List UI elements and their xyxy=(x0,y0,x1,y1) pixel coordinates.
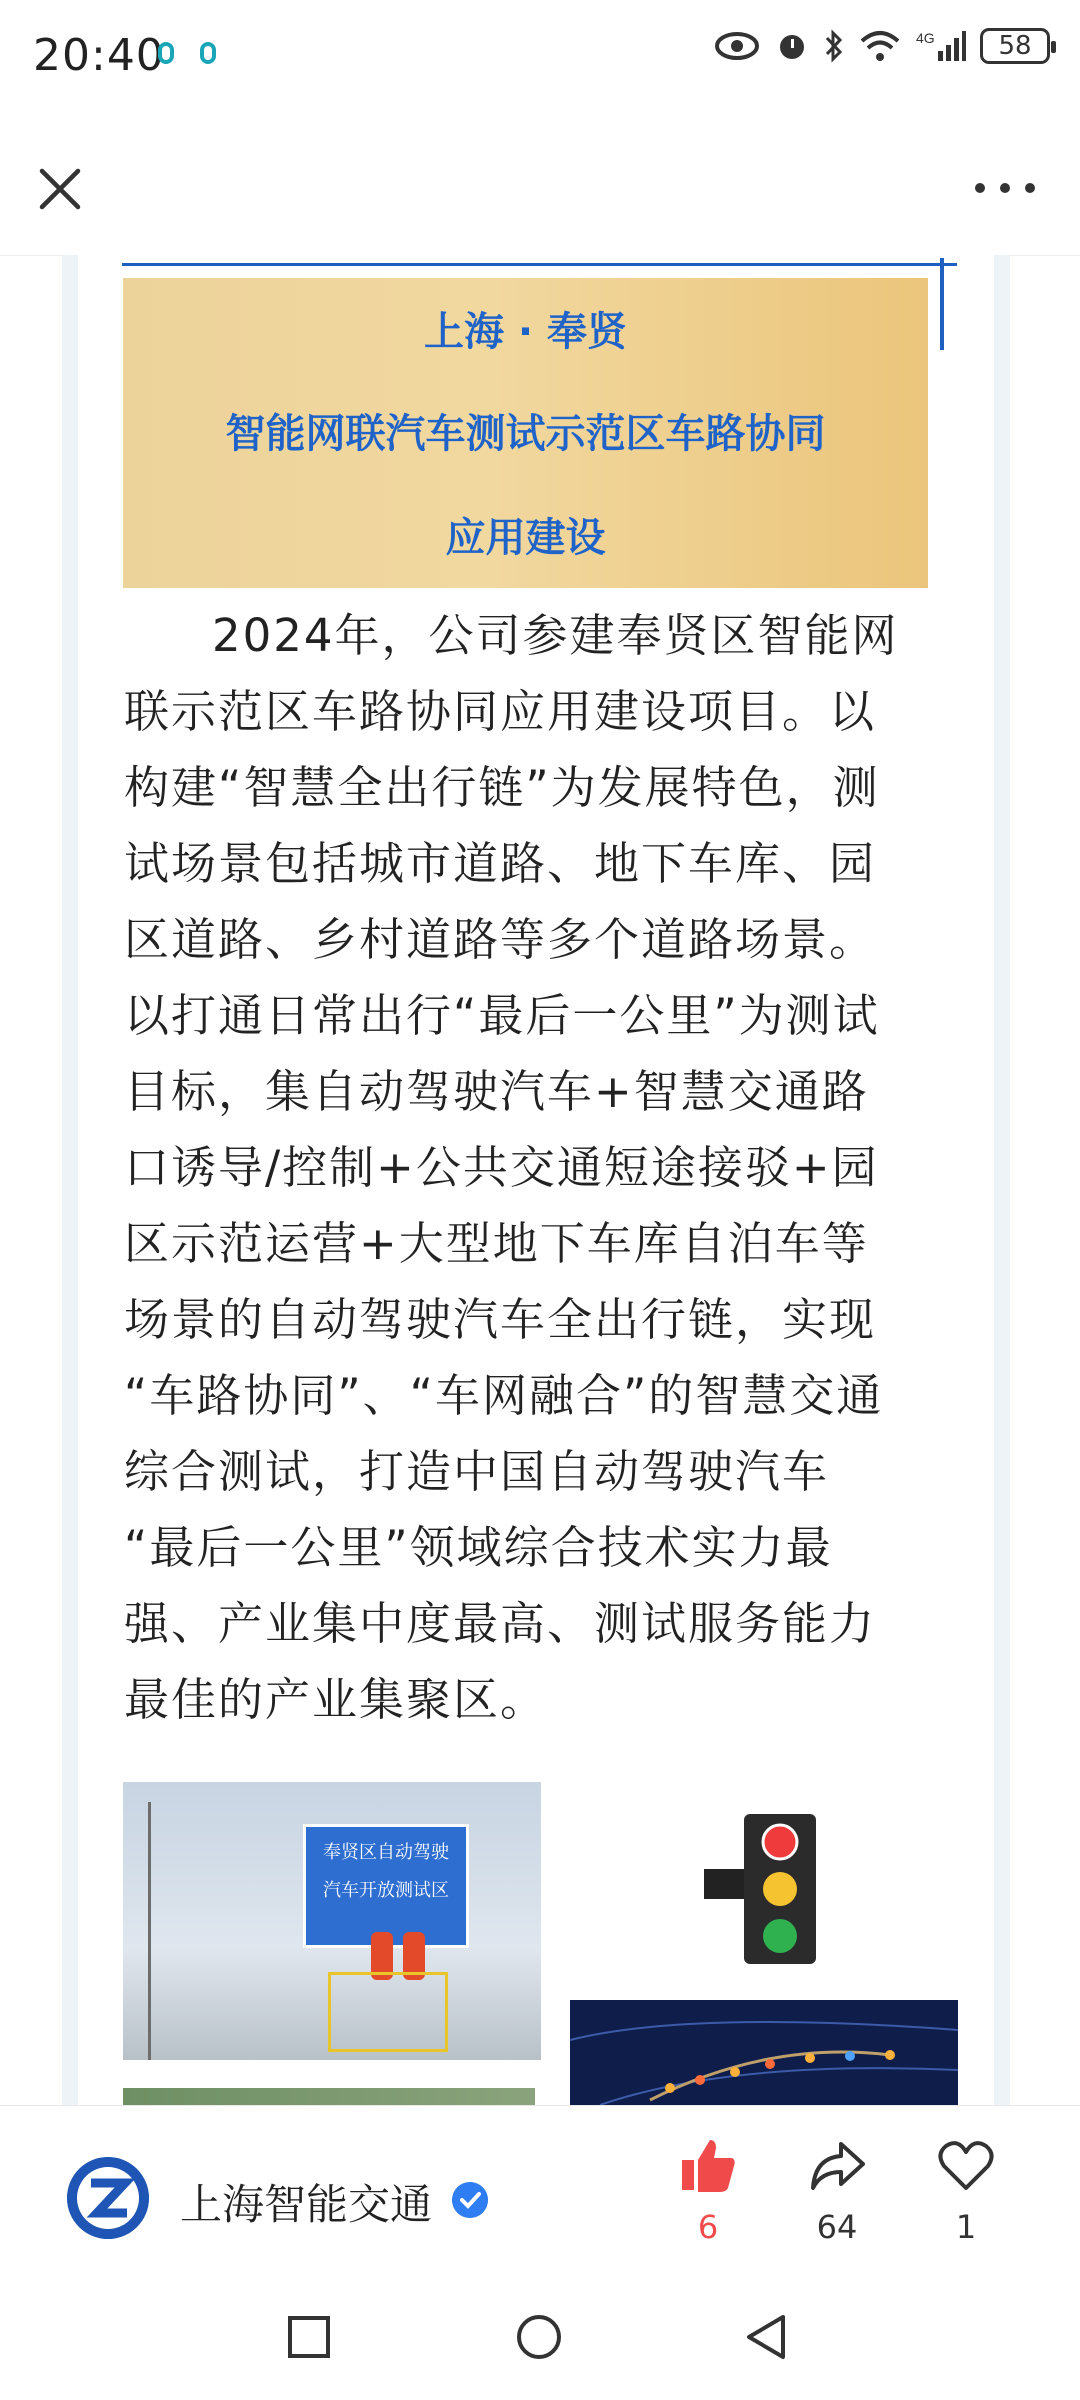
paragraph-line: 口诱导/控制+公共交通短途接驳+园 xyxy=(124,1141,879,1194)
status-time: 20:40 xyxy=(33,30,165,81)
share-icon xyxy=(807,2136,867,2196)
heart-icon xyxy=(936,2136,996,2196)
article-paragraph xyxy=(124,598,956,1738)
alarm-icon xyxy=(774,28,810,64)
traffic-map-image[interactable] xyxy=(570,2000,958,2105)
svg-text:4G: 4G xyxy=(916,30,935,46)
battery-indicator: 58 xyxy=(980,28,1050,64)
back-icon[interactable] xyxy=(743,2313,791,2361)
sign-text: 汽车开放测试区 xyxy=(323,1880,449,1901)
wifi-icon xyxy=(858,29,902,63)
paragraph-line: 2024年，公司参建奉贤区智能网 xyxy=(212,609,899,662)
bottom-action-bar xyxy=(0,2105,1080,2276)
scissor-lift xyxy=(328,1972,448,2052)
paragraph-line: “最后一公里”领域综合技术实力最 xyxy=(124,1521,833,1574)
test-zone-sign-photo[interactable] xyxy=(123,1782,541,2060)
like-count: 6 xyxy=(697,2208,719,2246)
notification-icons xyxy=(158,42,242,68)
paragraph-line: 目标，集自动驾驶汽车+智慧交通路 xyxy=(124,1065,869,1118)
more-options-icon[interactable] xyxy=(970,173,1040,203)
paragraph-line: 试场景包括城市道路、地下车库、园 xyxy=(124,837,877,890)
section-banner xyxy=(123,278,928,588)
road-sign xyxy=(303,1824,469,1948)
like-button[interactable] xyxy=(668,2136,748,2246)
status-icons xyxy=(714,28,1050,64)
share-count: 64 xyxy=(816,2208,858,2246)
paragraph-line: 场景的自动驾驶汽车全出行链，实现 xyxy=(124,1293,877,1346)
paragraph-line: 以打通日常出行“最后一公里”为测试 xyxy=(124,989,880,1042)
account-name[interactable]: 上海智能交通 xyxy=(180,2180,433,2229)
decorative-divider xyxy=(122,263,957,266)
eye-icon xyxy=(714,31,760,61)
paragraph-line: 最佳的产业集聚区。 xyxy=(124,1673,548,1726)
traffic-light-icon xyxy=(704,1814,816,1964)
paragraph-line: 区示范运营+大型地下车库自泊车等 xyxy=(124,1217,869,1270)
banner-title: 智能网联汽车测试示范区车路协同 xyxy=(225,411,826,457)
paragraph-line: 联示范区车路协同应用建设项目。以 xyxy=(124,685,877,738)
signal-icon xyxy=(916,29,966,63)
close-icon[interactable] xyxy=(30,159,90,219)
account-avatar[interactable] xyxy=(67,2157,149,2239)
paragraph-line: 构建“智慧全出行链”为发展特色，测 xyxy=(124,761,880,814)
paragraph-line: “车路协同”、“车网融合”的智慧交通 xyxy=(124,1369,884,1422)
home-icon[interactable] xyxy=(515,2313,563,2361)
top-bar xyxy=(0,115,1080,256)
banner-subtitle: 应用建设 xyxy=(445,515,606,561)
bluetooth-icon xyxy=(824,28,844,64)
favorite-button[interactable] xyxy=(926,2136,1006,2246)
paragraph-line: 强、产业集中度最高、测试服务能力 xyxy=(124,1597,877,1650)
decorative-divider-vertical xyxy=(940,258,944,350)
recent-apps-icon[interactable] xyxy=(287,2315,331,2359)
thumbs-up-icon xyxy=(678,2136,738,2196)
tree-silhouette xyxy=(148,1802,261,2060)
paragraph-line: 区道路、乡村道路等多个道路场景。 xyxy=(124,913,877,966)
favorite-count: 1 xyxy=(955,2208,977,2246)
verified-badge-icon xyxy=(452,2182,488,2218)
sign-text: 奉贤区自动驾驶 xyxy=(323,1842,449,1863)
status-bar xyxy=(0,0,1080,115)
paragraph-line: 综合测试，打造中国自动驾驶汽车 xyxy=(124,1445,830,1498)
system-nav-bar xyxy=(0,2275,1080,2400)
banner-location: 上海 · 奉贤 xyxy=(423,309,628,355)
share-button[interactable] xyxy=(797,2136,877,2246)
